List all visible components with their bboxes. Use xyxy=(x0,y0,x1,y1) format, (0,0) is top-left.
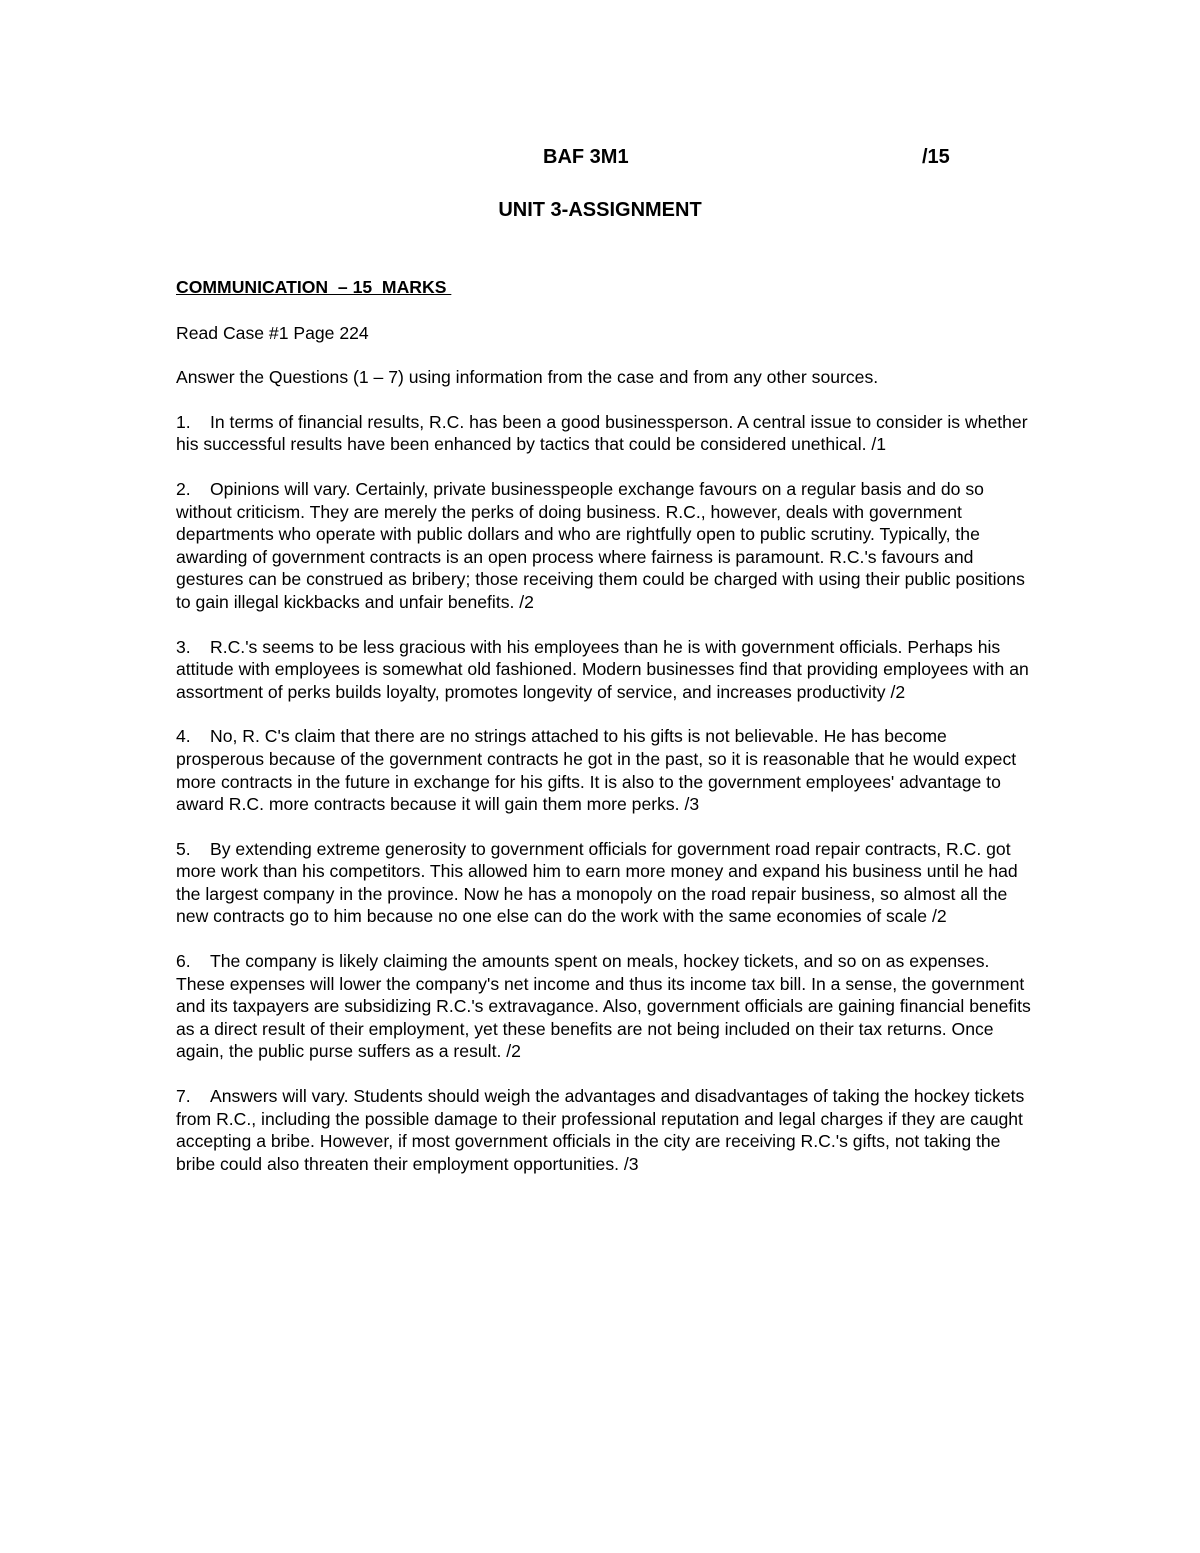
answer-text: By extending extreme generosity to government officials for government road repair contracts, R.C. got more work than his competitors. This allowed him to earn more money and expand his business until he had the largest company in the province. Now he has a monopoly on the road repair business, so almost all the new contracts go to him because no one else can do the work with the same economies of scale /2 xyxy=(176,838,1018,927)
answer-number: 1. xyxy=(176,411,191,432)
answer-number: 6. xyxy=(176,951,191,972)
answer-1 xyxy=(176,411,1036,456)
answer-text: In terms of financial results, R.C. has been a good businessperson. A central issue to consider is whether his successful results have been enhanced by tactics that could be considered unethical. /1 xyxy=(176,411,1028,455)
answer-6 xyxy=(176,950,1036,1063)
course-code: BAF 3M1 xyxy=(543,146,629,168)
reading-instruction: Read Case #1 Page 224 xyxy=(176,322,369,343)
answer-5 xyxy=(176,838,1036,928)
answer-number: 3. xyxy=(176,636,191,657)
answer-2 xyxy=(176,478,1036,614)
answer-text: R.C.'s seems to be less gracious with his employees than he is with government officials. Perhaps his attitude with employees is somewhat old fashioned. Modern businesses find that providing employees with an assortment of perks builds loyalty, promotes longevity of service, and increases productivity /2 xyxy=(176,636,1029,702)
answer-text: Opinions will vary. Certainly, private businesspeople exchange favours on a regular basis and do so without criticism. They are merely the perks of doing business. R.C., however, deals with government departments who operate with public dollars and who are rightfully open to public scrutiny. Typically, the awarding of government contracts is an open process where fairness is paramount. R.C.'s favours and gestures can be construed as bribery; those receiving them could be charged with using their public positions to gain illegal kickbacks and unfair benefits. /2 xyxy=(176,478,1025,612)
answer-text: Answers will vary. Students should weigh the advantages and disadvantages of taking the hockey tickets from R.C., including the possible damage to their professional reputation and legal charges if they are caught accepting a bribe. However, if most government officials in the city are receiving R.C.'s gifts, not taking the bribe could also threaten their employment opportunities. /3 xyxy=(176,1086,1025,1174)
question-instructions: Answer the Questions (1 – 7) using information from the case and from any other sources. xyxy=(176,367,879,388)
answer-number: 7. xyxy=(176,1086,191,1107)
answer-7 xyxy=(176,1085,1036,1175)
answer-4 xyxy=(176,725,1036,815)
answer-3 xyxy=(176,636,1036,704)
answer-text: The company is likely claiming the amounts spent on meals, hockey tickets, and so on as expenses. These expenses will lower the company's net income and thus its income tax bill. In a sense, the government and its taxpayers are subsidizing R.C.'s extravagance. Also, government officials are gaining financial benefits as a direct result of their employment, yet these benefits are not being included on their tax returns. Once again, the public purse suffers as a result. /2 xyxy=(176,951,1031,1062)
answer-number: 4. xyxy=(176,726,191,747)
answer-number: 2. xyxy=(176,478,191,499)
answer-text: No, R. C's claim that there are no strings attached to his gifts is not believable. He has become prosperous because of the government contracts he got in the past, so it is reasonable that he would expect more contracts in the future in exchange for his gifts. It is also to the government employees' advantage to award R.C. more contracts because it will gain them more perks. /3 xyxy=(176,726,1017,815)
answer-number: 5. xyxy=(176,838,191,859)
section-heading: COMMUNICATION – 15 MARKS xyxy=(176,277,452,297)
assignment-content xyxy=(176,276,1036,1197)
unit-title: UNIT 3-ASSIGNMENT xyxy=(498,199,702,221)
total-marks: /15 xyxy=(922,146,950,168)
